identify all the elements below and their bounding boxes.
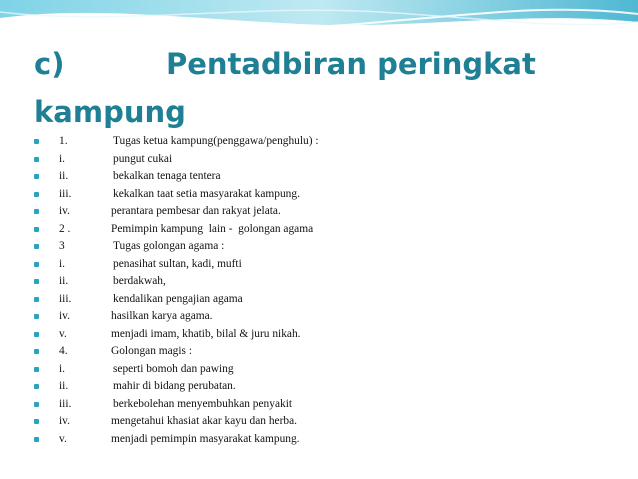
item-text: pungut cukai xyxy=(113,152,173,165)
bullet-square-icon xyxy=(34,262,39,267)
item-text: hasilkan karya agama. xyxy=(111,310,213,322)
item-number: 1. xyxy=(59,135,68,147)
item-number: i. xyxy=(59,362,66,375)
item-text: Golongan magis : xyxy=(111,345,192,357)
item-text: berdakwah, xyxy=(113,275,166,287)
bullet-square-icon xyxy=(34,244,39,249)
item-text: kendalikan pengajian agama xyxy=(113,292,243,305)
item-text: mengetahui khasiat akar kayu dan herba. xyxy=(111,415,297,427)
bullet-square-icon xyxy=(34,227,39,232)
bullet-square-icon xyxy=(34,192,39,197)
bullet-square-icon xyxy=(34,384,39,389)
title-section-letter: c) xyxy=(34,47,65,81)
item-number: ii. xyxy=(59,275,69,287)
item-number: iii. xyxy=(59,187,72,200)
item-number: ii. xyxy=(59,380,69,392)
item-text: menjadi imam, khatib, bilal & juru nikah. xyxy=(111,327,301,340)
bullet-square-icon xyxy=(34,349,39,354)
bullet-square-icon xyxy=(34,314,39,319)
item-text: bekalkan tenaga tentera xyxy=(113,170,221,182)
item-number: 3 xyxy=(59,240,65,252)
title-text: Pentadbiran peringkat kampung xyxy=(34,47,536,129)
bullet-square-icon xyxy=(34,174,39,179)
bullet-square-icon xyxy=(34,402,39,407)
item-text: menjadi pemimpin masyarakat kampung. xyxy=(111,432,300,445)
item-number: 4. xyxy=(59,345,68,357)
item-text: mahir di bidang perubatan. xyxy=(113,380,236,392)
item-number: iv. xyxy=(59,310,70,322)
item-text: kekalkan taat setia masyarakat kampung. xyxy=(113,187,300,200)
bullet-square-icon xyxy=(34,419,39,424)
bullet-square-icon xyxy=(34,139,39,144)
slide-title xyxy=(34,40,624,136)
bullet-square-icon xyxy=(34,332,39,337)
item-number: iii. xyxy=(59,397,72,410)
item-text: penasihat sultan, kadi, mufti xyxy=(113,257,242,270)
bullet-square-icon xyxy=(34,279,39,284)
item-number: iv. xyxy=(59,415,70,427)
item-number: i. xyxy=(59,257,66,270)
item-number: v. xyxy=(59,432,67,445)
item-number: iv. xyxy=(59,205,70,217)
item-text: perantara pembesar dan rakyat jelata. xyxy=(111,205,281,217)
bullet-square-icon xyxy=(34,437,39,442)
item-number: iii. xyxy=(59,292,72,305)
bullet-square-icon xyxy=(34,157,39,162)
bullet-square-icon xyxy=(34,209,39,214)
item-number: v. xyxy=(59,327,67,340)
bullet-square-icon xyxy=(34,367,39,372)
bullet-square-icon xyxy=(34,297,39,302)
item-text: berkebolehan menyembuhkan penyakit xyxy=(113,397,293,410)
item-text: Pemimpin kampung lain - golongan agama xyxy=(111,222,314,235)
item-number: 2 . xyxy=(59,222,71,235)
header-wave-decoration xyxy=(0,0,638,40)
item-text: Tugas golongan agama : xyxy=(113,240,225,252)
item-number: i. xyxy=(59,152,66,165)
item-text: Tugas ketua kampung(penggawa/penghulu) : xyxy=(113,135,319,147)
item-text: seperti bomoh dan pawing xyxy=(113,362,234,375)
item-number: ii. xyxy=(59,170,69,182)
